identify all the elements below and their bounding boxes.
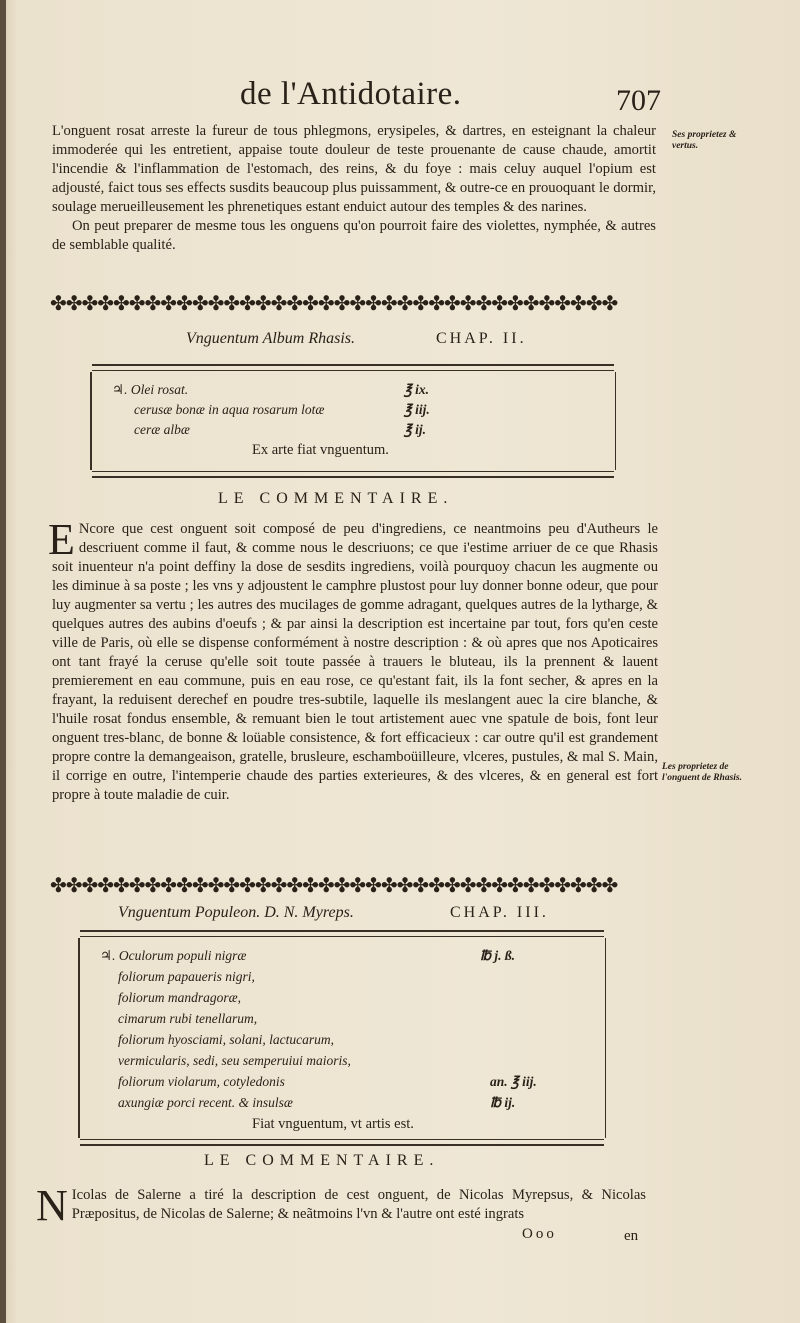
chapter-2-recipe <box>92 364 614 478</box>
ingredient-quantity: ℥ iij. <box>404 402 430 417</box>
recipe-rule <box>80 936 604 937</box>
ingredient-line: cimarum rubi tenellarum, <box>118 1011 258 1026</box>
chapter-2-label: CHAP. II. <box>436 330 527 347</box>
recipe-border-left <box>90 372 92 470</box>
ingredient-line: ♃. Oculorum populi nigræ <box>100 948 247 963</box>
recipe-rule <box>92 471 614 472</box>
page-number: 707 <box>616 84 661 117</box>
intro-paragraph-2: On peut preparer de mesme tous les onguens qu'on pourroit faire des violettes, nymphée, & autres de semblable qualité. <box>52 218 656 253</box>
ingredient-quantity: ℔ ij. <box>490 1095 516 1110</box>
ingredient-line: ♃. Olei rosat. <box>112 382 189 397</box>
commentary-text: Icolas de Salerne a tiré la description de cest onguent, de Nicolas Myrepsus, & Nicolas Præpositus, de Nicolas de Salerne; & neãtmoins l'vn & l'autre ont esté ingrats <box>71 1187 646 1222</box>
dropcap: N <box>36 1181 68 1230</box>
signature-mark: Ooo <box>522 1226 557 1242</box>
chapter-3-heading <box>0 904 800 928</box>
ingredient-line: foliorum papaueris nigri, <box>118 969 255 984</box>
ingredient-line: cerusæ bonæ in aqua rosarum lotæ <box>134 402 325 417</box>
chapter-3-label: CHAP. III. <box>450 904 549 921</box>
recipe-closing: Ex arte fiat vnguentum. <box>252 442 389 458</box>
ingredient-line: ceræ albæ <box>134 422 190 437</box>
ingredient-quantity: ℥ ij. <box>404 422 427 437</box>
ornament-band-2: ✤✤✤✤✤✤✤✤✤✤✤✤✤✤✤✤✤✤✤✤✤✤✤✤✤✤✤✤✤✤✤✤✤✤✤✤ <box>50 874 618 896</box>
margin-note-2: Les proprietez de l'onguent de Rhasis. <box>662 762 742 783</box>
ingredient-quantity: ℔ j. ß. <box>480 948 516 963</box>
ingredient-line: vermicularis, sedi, seu semperuiui maioris, <box>118 1053 351 1068</box>
chapter-3-commentary <box>36 1181 646 1230</box>
ingredient-line: foliorum mandragoræ, <box>118 990 242 1005</box>
chapter-3-commentary-heading: LE COMMENTAIRE. <box>204 1152 440 1169</box>
ingredient-line: foliorum violarum, cotyledonis <box>118 1074 285 1089</box>
running-title: de l'Antidotaire. <box>240 76 462 112</box>
recipe-rule <box>92 370 614 371</box>
commentary-text: Ncore que cest onguent soit composé de peu d'ingrediens, ce neantmoins peu d'Autheurs le descriuent comme il faut, & comme nous le descriuons; ce que i'estime arriuer de ce que Rhasis soit inuenteur n'a point deffiny la dose de sesdits ingrediens, voilà pourquoy chacun les augmente ou les diminue à sa poste ; les vns y adjoustent le camphre plustost pour luy donner bonne odeur, que pour luy augmenter sa vertu ; les autres des mucilages de gomme adragant, quelques autres de la lytharge, & quelques autres des aubins d'oeufs ; & par ainsi la description est incertaine par tout, fors qu'en ceste ville de Paris, où elle se dispense conformément à nostre description : & où apres que nos Apoticaires ont tant frayé la ceruse qu'elle soit toute passée à trauers le bluteau, ils la prennent & lauent premierement en eau commune, puis en eau rose, ce qu'estant fait, ils la font secher, & apres en la frayant, la reduisent derechef en poudre tres-subtile, laquelle ils meslangent auec la cire blanche, & l'huile rosat fondus ensemble, & remuant bien le tout artistement auec vne spatule de bois, font leur onguent tres-blanc, de bonne & loüable consistence, & fort efficacieux : car outre qu'il est grandement propre contre la demangeaison, gratelle, brusleure, eschamboüilleure, vlceres, pustules, & mal S. Main, il corrige en outre, l'intemperie chaude des parties exterieures, & des vlceres, & en general est fort propre à toute maladie de cuir. <box>52 521 658 803</box>
recipe-rule <box>80 1139 604 1140</box>
recipe-border-right <box>615 372 617 470</box>
ingredient-quantity: an. ℥ iij. <box>490 1074 537 1089</box>
ornament-band-1: ✤✤✤✤✤✤✤✤✤✤✤✤✤✤✤✤✤✤✤✤✤✤✤✤✤✤✤✤✤✤✤✤✤✤✤✤ <box>50 292 618 314</box>
ingredient-line: axungiæ porci recent. & insulsæ <box>118 1095 293 1110</box>
ingredient-quantity: ℥ ix. <box>404 382 430 397</box>
chapter-3-recipe <box>80 930 604 1146</box>
recipe-border-right <box>605 938 607 1138</box>
catchword: en <box>624 1228 639 1244</box>
dropcap: E <box>48 515 75 564</box>
chapter-2-heading <box>0 330 800 354</box>
ingredient-line: foliorum hyosciami, solani, lactucarum, <box>118 1032 334 1047</box>
intro-paragraph-1: L'onguent rosat arreste la fureur de tous phlegmons, erysipeles, & dartres, en esteignant la chaleur immoderée qui les entretient, appaise toute douleur de teste prouenante de cause chaude, amortit l'incendie & l'inflammation de l'estomach, des reins, & du foye : mais celuy auquel l'opium est adjousté, faict tous ses effects susdits beaucoup plus puissamment, & outre-ce en prouoquant le dormir, soulage merueilleusement les phrenetiques estant enduict autour des temples & des narines. <box>52 123 656 215</box>
chapter-2-title: Vnguentum Album Rhasis. <box>186 330 356 347</box>
page-header <box>0 66 800 122</box>
chapter-3-title: Vnguentum Populeon. D. N. Myreps. <box>118 904 354 921</box>
intro-text <box>52 122 656 255</box>
recipe-closing: Fiat vnguentum, vt artis est. <box>252 1116 414 1132</box>
recipe-border-left <box>78 938 80 1138</box>
page-gutter <box>0 0 6 1323</box>
chapter-2-commentary-heading: LE COMMENTAIRE. <box>218 490 454 507</box>
margin-note-1: Ses proprietez & vertus. <box>672 130 737 151</box>
chapter-2-commentary <box>48 515 658 805</box>
